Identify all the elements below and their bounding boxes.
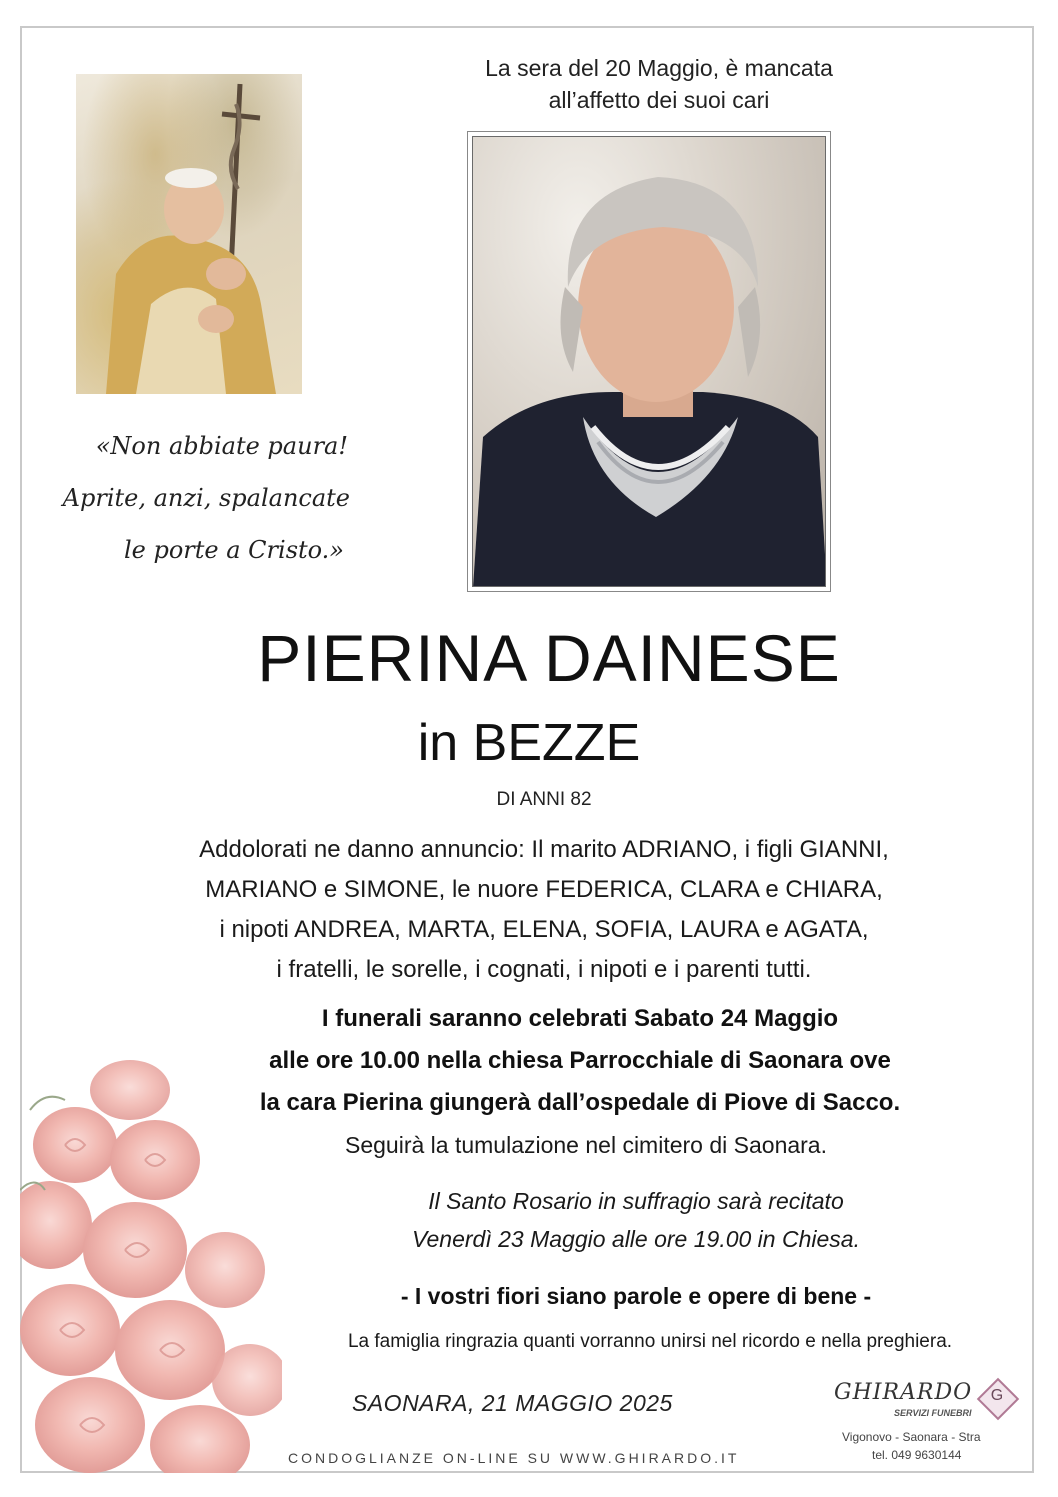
burial-text: Seguirà la tumulazione nel cimitero di Saonara. [345, 1132, 827, 1158]
announcement-line-4: i fratelli, le sorelle, i cognati, i nipoti e i parenti tutti. [276, 956, 812, 983]
roses-decoration [20, 1050, 282, 1473]
deceased-name [0, 618, 1058, 698]
rosary-line-2: Venerdì 23 Maggio alle ore 19.00 in Chiesa. [412, 1226, 860, 1252]
condolences-link[interactable]: CONDOGLIANZE ON-LINE SU WWW.GHIRARDO.IT [288, 1450, 740, 1466]
flowers-note: - I vostri fiori siano parole e opere di bene - [400, 1283, 872, 1309]
portrait-frame [467, 131, 831, 592]
quote-block [40, 420, 350, 576]
married-name [0, 711, 1058, 775]
age-text: DI ANNI 82 [496, 789, 592, 810]
holy-card-image [76, 74, 302, 394]
quote-line-2: Aprite, anzi, spalancate [62, 484, 350, 512]
rosary-line-1: Il Santo Rosario in suffragio sarà recitato [428, 1188, 844, 1214]
announcement-line-3: i nipoti ANDREA, MARTA, ELENA, SOFIA, LAURA e AGATA, [219, 916, 869, 943]
rose-icon [20, 1050, 282, 1473]
agency-name: GHIRARDO [834, 1380, 973, 1405]
announcement-line-2: MARIANO e SIMONE, le nuore FEDERICA, CLARA e CHIARA, [205, 876, 883, 903]
thanks-text: La famiglia ringrazia quanti vorranno unirsi nel ricordo e nella preghiera. [347, 1331, 953, 1352]
quote-line-1: «Non abbiate paura! [95, 432, 348, 460]
pope-figure-icon [76, 74, 302, 394]
funeral-line-2: alle ore 10.00 nella chiesa Parrocchiale di Saonara ove [269, 1047, 891, 1074]
announcement-block [0, 830, 1058, 990]
portrait-photo [472, 136, 826, 587]
portrait-figure-icon [473, 137, 826, 587]
agency-locations: Vigonovo - Saonara - Stra [842, 1430, 981, 1444]
age-label [0, 788, 1058, 812]
funeral-line-1: I funerali saranno celebrati Sabato 24 Maggio [321, 1005, 839, 1032]
intro-line-2: all’affetto dei suoi cari [548, 87, 770, 113]
place-date: SAONARA, 21 MAGGIO 2025 [352, 1390, 673, 1416]
deceased-name-text: PIERINA DAINESE [257, 621, 841, 695]
announcement-line-1: Addolorati ne danno annuncio: Il marito ADRIANO, i figli GIANNI, [199, 836, 889, 863]
agency-phone: tel. 049 9630144 [872, 1448, 962, 1462]
funeral-line-3: la cara Pierina giungerà dall’ospedale di Piove di Sacco. [259, 1089, 901, 1116]
agency-g-icon [977, 1378, 1017, 1418]
quote-line-3: le porte a Cristo.» [123, 536, 344, 564]
agency-subtitle: SERVIZI FUNEBRI [894, 1408, 972, 1418]
intro-line-1: La sera del 20 Maggio, è mancata [485, 55, 833, 81]
married-name-text: in BEZZE [417, 714, 641, 772]
funeral-block [180, 998, 980, 1124]
rosary-block [236, 1182, 1036, 1258]
agency-logo [834, 1374, 1024, 1464]
agency-g-letter: G [990, 1387, 1004, 1404]
